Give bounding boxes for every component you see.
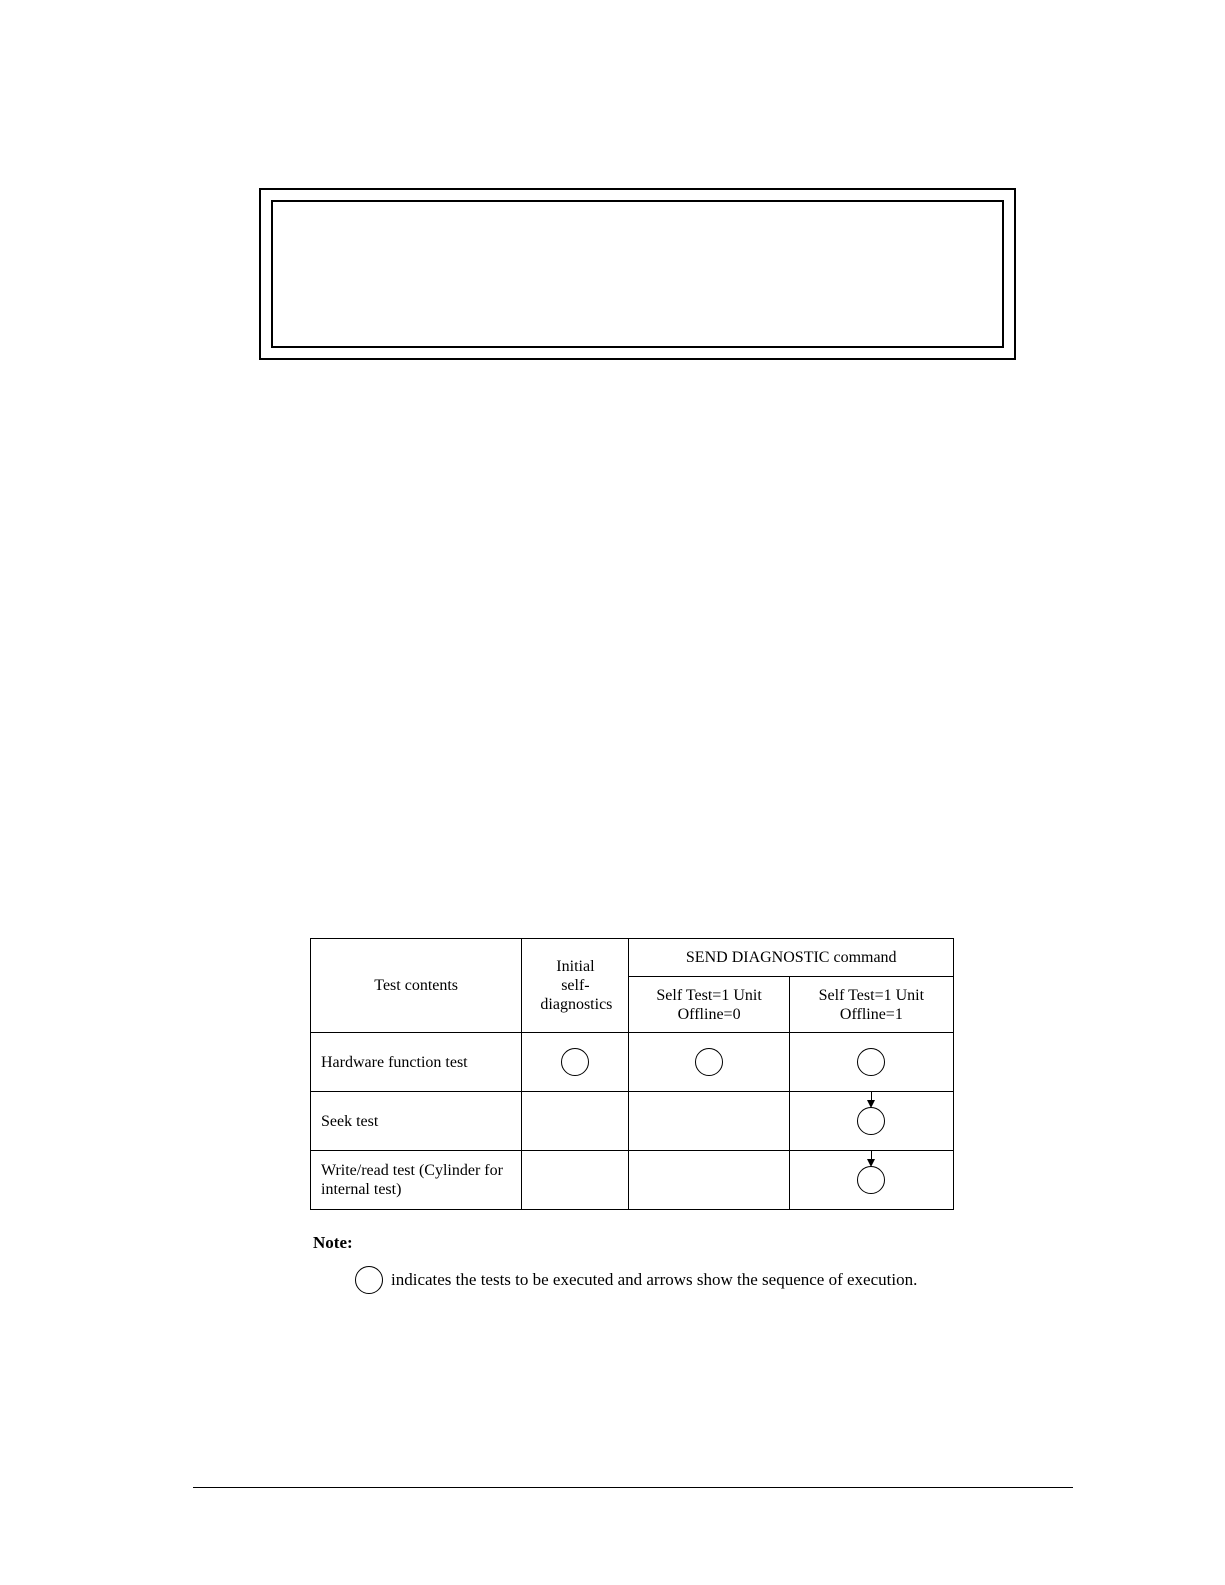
arrow-down-icon	[871, 1091, 872, 1108]
cell-offline-0	[629, 1092, 789, 1151]
note-text-line	[355, 1266, 917, 1294]
diagnostics-table	[310, 938, 954, 1210]
table-row	[311, 1092, 954, 1151]
table-row	[311, 1151, 954, 1210]
cell-initial	[522, 1033, 629, 1092]
header-unit-offline-1: Self Test=1 Unit Offline=1	[789, 977, 953, 1033]
row-label: Hardware function test	[311, 1033, 522, 1092]
header-initial-self-diagnostics: Initial self- diagnostics	[522, 939, 629, 1033]
note-title: Note:	[313, 1233, 353, 1252]
circle-icon	[857, 1107, 885, 1135]
header-test-contents: Test contents	[311, 939, 522, 1033]
cell-offline-0	[629, 1151, 789, 1210]
row-label: Seek test	[311, 1092, 522, 1151]
row-label: Write/read test (Cylinder for internal test)	[311, 1151, 522, 1210]
circle-icon	[695, 1048, 723, 1076]
circle-icon	[857, 1048, 885, 1076]
cell-initial	[522, 1092, 629, 1151]
footer-rule	[193, 1487, 1073, 1488]
header-send-diagnostic: SEND DIAGNOSTIC command	[629, 939, 954, 977]
note-text: indicates the tests to be executed and arrows show the sequence of execution.	[391, 1270, 918, 1289]
arrow-down-icon	[871, 1150, 872, 1167]
cell-offline-0	[629, 1033, 789, 1092]
circle-icon	[355, 1266, 383, 1294]
boxed-frame	[259, 188, 1016, 360]
cell-initial	[522, 1151, 629, 1210]
cell-offline-1	[789, 1033, 953, 1092]
circle-icon	[561, 1048, 589, 1076]
header-unit-offline-0: Self Test=1 Unit Offline=0	[629, 977, 789, 1033]
boxed-frame-inner	[271, 200, 1004, 348]
table-row	[311, 1033, 954, 1092]
circle-icon	[857, 1166, 885, 1194]
